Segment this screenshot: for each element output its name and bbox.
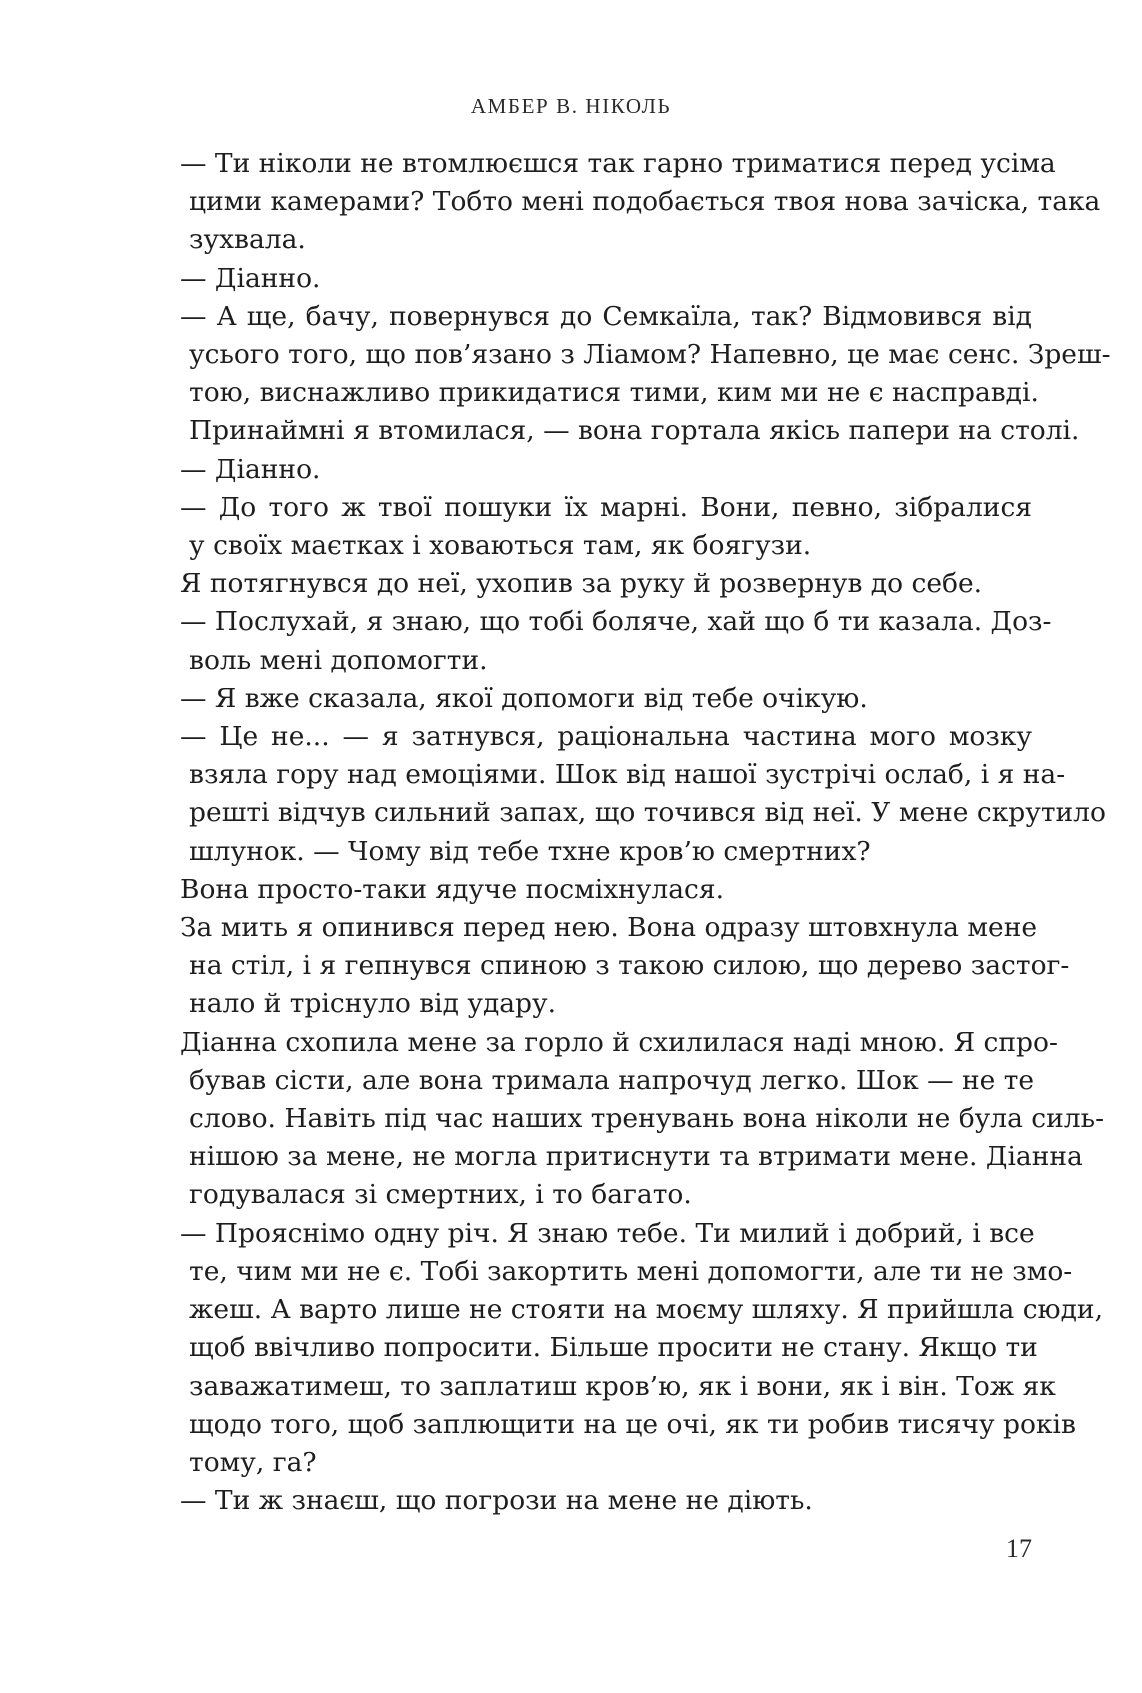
- paragraph: [144, 260, 1032, 298]
- text-line: зухвала.: [189, 224, 306, 256]
- text-line: — Прояснімо одну річ. Я знаю тебе. Ти милий і добрий, і все: [180, 1217, 1035, 1249]
- text-line: Принаймні я втомилася, — вона гортала якісь папери на столі.: [189, 415, 1080, 447]
- text-line: — Послухай, я знаю, що тобі боляче, хай що б ти казала. Доз-: [180, 606, 1052, 638]
- text-line: — Діанно.: [180, 453, 321, 485]
- paragraph: [144, 1482, 1032, 1520]
- text-line: Вона просто-таки ядуче посміхнулася.: [180, 873, 725, 905]
- text-line: За мить я опинився перед нею. Вона одразу штовхнула мене: [180, 912, 1038, 944]
- text-line: щодо того, щоб заплющити на це очі, як ти робив тисячу років: [189, 1408, 1076, 1440]
- paragraph: [144, 909, 1070, 1024]
- text-line: — Діанно.: [180, 262, 321, 294]
- text-line: на стіл, і я гепнувся спиною з такою силою, що дерево застог-: [189, 950, 1070, 982]
- paragraph: [144, 451, 1032, 489]
- text-line: Я потягнувся до неї, ухопив за руку й розвернув до себе.: [180, 568, 983, 600]
- text-line: усього того, що пов’язано з Ліамом? Напевно, це має сенс. Зреш-: [189, 339, 1111, 371]
- text-line: заважатимеш, то заплатиш кров’ю, як і вони, як і він. Тож як: [189, 1370, 1056, 1402]
- text-line: решті відчув сильний запах, що точився від неї. У мене скрутило: [189, 797, 1106, 829]
- text-line: — Це не... — я затнувся, раціональна частина мого мозку: [180, 721, 1032, 753]
- text-line: годувалася зі смертних, і то багато.: [189, 1179, 692, 1211]
- text-line: нало й тріснуло від удару.: [189, 988, 557, 1020]
- text-line: тому, га?: [189, 1446, 317, 1478]
- text-line: слово. Навіть під час наших тренувань вона ніколи не була силь-: [189, 1103, 1105, 1135]
- text-line: — Ти ж знаєш, що погрози на мене не діють.: [180, 1485, 813, 1517]
- text-line: цими камерами? Тобто мені подобається твоя нова зачіска, така: [189, 186, 1101, 218]
- text-line: щоб ввічливо попросити. Більше просити не стану. Якщо ти: [189, 1332, 1038, 1364]
- text-line: бував сісти, але вона тримала напрочуд легко. Шок — не те: [189, 1064, 1035, 1096]
- paragraph: [144, 1215, 1104, 1482]
- paragraph: [144, 871, 1032, 909]
- text-line: — А ще, бачу, повернувся до Семкаїла, так? Відмовився від: [180, 300, 1032, 332]
- paragraph: [144, 603, 1052, 679]
- text-line: нішою за мене, не могла притиснути та втримати мене. Діанна: [189, 1141, 1083, 1173]
- text-line: — До того ж твої пошуки їх марні. Вони, певно, зібралися: [180, 491, 1032, 523]
- running-head: АМБЕР В. НІКОЛЬ: [470, 94, 672, 118]
- text-line: жеш. А варто лише не стояти на моєму шляху. Я прийшла сюди,: [189, 1294, 1104, 1326]
- paragraph: [144, 145, 1101, 260]
- paragraph: [144, 489, 1032, 565]
- page-number: 17: [1006, 1534, 1032, 1563]
- paragraph: [144, 1024, 1105, 1215]
- text-line: воль мені допомогти.: [189, 644, 488, 676]
- paragraph: [144, 680, 1032, 718]
- paragraph: [144, 298, 1111, 451]
- text-line: тою, виснажливо прикидатися тими, ким ми не є насправді.: [189, 377, 1039, 409]
- body-text: [144, 145, 1111, 1520]
- text-line: — Ти ніколи не втомлюєшся так гарно триматися перед усіма: [180, 148, 1056, 179]
- text-line: те, чим ми не є. Тобі закортить мені допомогти, але ти не змо-: [189, 1255, 1073, 1287]
- text-line: шлунок. — Чому від тебе тхне кров’ю смертних?: [189, 835, 871, 867]
- paragraph: [144, 565, 1032, 603]
- text-line: взяла гору над емоціями. Шок від нашої зустрічі ослаб, і я на-: [189, 759, 1066, 791]
- text-line: Діанна схопила мене за горло й схилилася наді мною. Я спро-: [180, 1026, 1058, 1058]
- text-line: — Я вже сказала, якої допомоги від тебе очікую.: [180, 682, 868, 714]
- text-line: у своїх маєтках і ховаються там, як боягузи.: [189, 530, 812, 562]
- paragraph: [144, 718, 1106, 871]
